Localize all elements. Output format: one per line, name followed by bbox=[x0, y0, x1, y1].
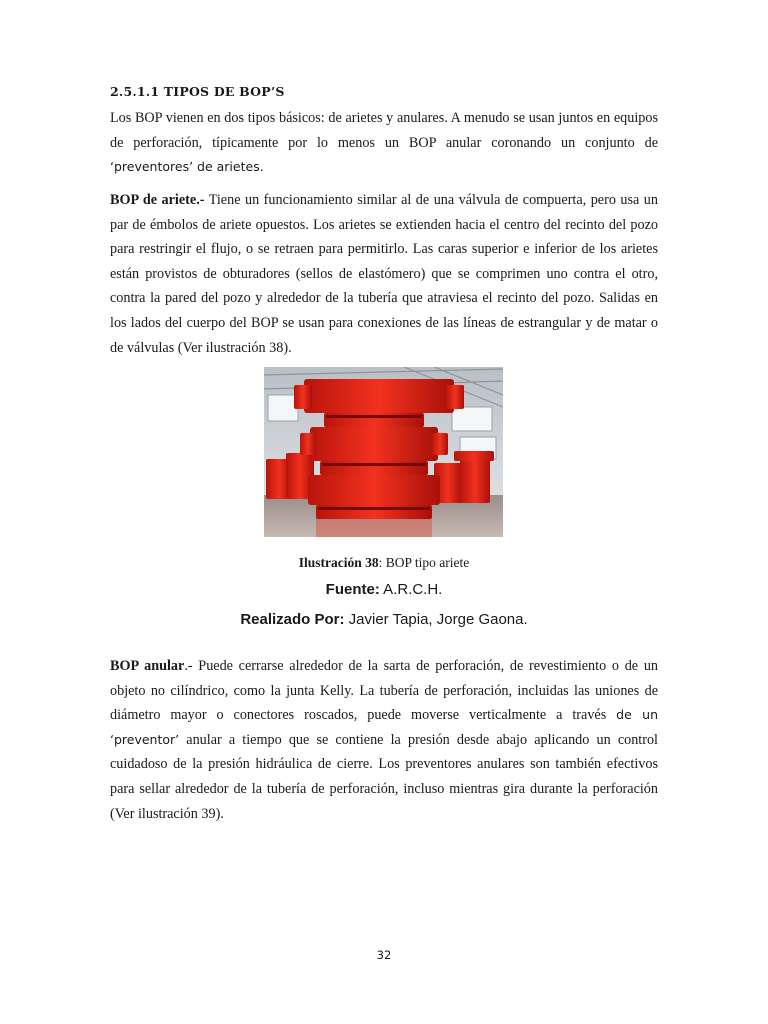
figure-source bbox=[0, 581, 768, 598]
ariete-term: BOP de ariete.- bbox=[110, 192, 205, 208]
ariete-text: Tiene un funcionamiento similar al de una válvula de compuerta, pero usa un par de émbolos de ariete opuestos. Los arietes se extienden hacia el centro del recinto del pozo para restringir el flujo, o se retraen para permitirlo. Las caras superior e inferior de los arietes están provistos de obturadores (sellos de elastómero) que se comprimen uno contra el otro, contra la pared del pozo y alrededor de la tubería que atraviesa el recinto del pozo. Salidas en los lados del cuerpo del BOP se usan para conexiones de las líneas de estrangular y de matar o de válvulas (Ver ilustración 38). bbox=[110, 192, 658, 356]
bop-ram-photo bbox=[264, 367, 503, 537]
caption-text: : BOP tipo ariete bbox=[378, 555, 470, 570]
source-text: A.R.C.H. bbox=[379, 581, 443, 598]
anular-text-a: .- Puede cerrarse alrededor de la sarta de perforación, de revestimiento o de un objeto no cilíndrico, como la junta Kelly. La tubería de perforación, incluidas las uniones de diámetro mayor o conectores roscados, puede moverse verticalmente a través bbox=[110, 658, 659, 724]
source-label: Fuente: bbox=[325, 581, 380, 598]
author-label: Realizado Por: bbox=[240, 611, 345, 628]
anular-paragraph bbox=[110, 654, 658, 826]
anular-text-mid: de un ‘preventor’ bbox=[110, 707, 658, 747]
ariete-paragraph bbox=[110, 188, 658, 360]
page-number: 32 bbox=[376, 948, 392, 962]
intro-paragraph bbox=[110, 106, 658, 180]
anular-term: BOP anular bbox=[110, 658, 185, 674]
intro-text: Los BOP vienen en dos tipos básicos: de arietes y anulares. A menudo se usan juntos en equipos de perforación, típicamente por lo menos un BOP anular coronando un conjunto de bbox=[110, 110, 658, 151]
figure-author bbox=[0, 611, 768, 628]
anular-text-b: anular a tiempo que se contiene la presión desde abajo aplicando un control cuidadoso de la presión hidráulica de cierre. Los preventores anulares son también efectivos para sellar alrededor de la tubería de perforación, incluso mientras gira durante la perforación (Ver ilustración 39). bbox=[110, 731, 658, 822]
author-text: Javier Tapia, Jorge Gaona. bbox=[344, 611, 528, 628]
section-heading: 2.5.1.1 TIPOS DE BOP’S bbox=[110, 84, 285, 99]
caption-label: Ilustración 38 bbox=[298, 555, 379, 570]
intro-tail: ‘preventores’ de arietes. bbox=[110, 159, 264, 175]
figure-caption bbox=[0, 555, 768, 571]
